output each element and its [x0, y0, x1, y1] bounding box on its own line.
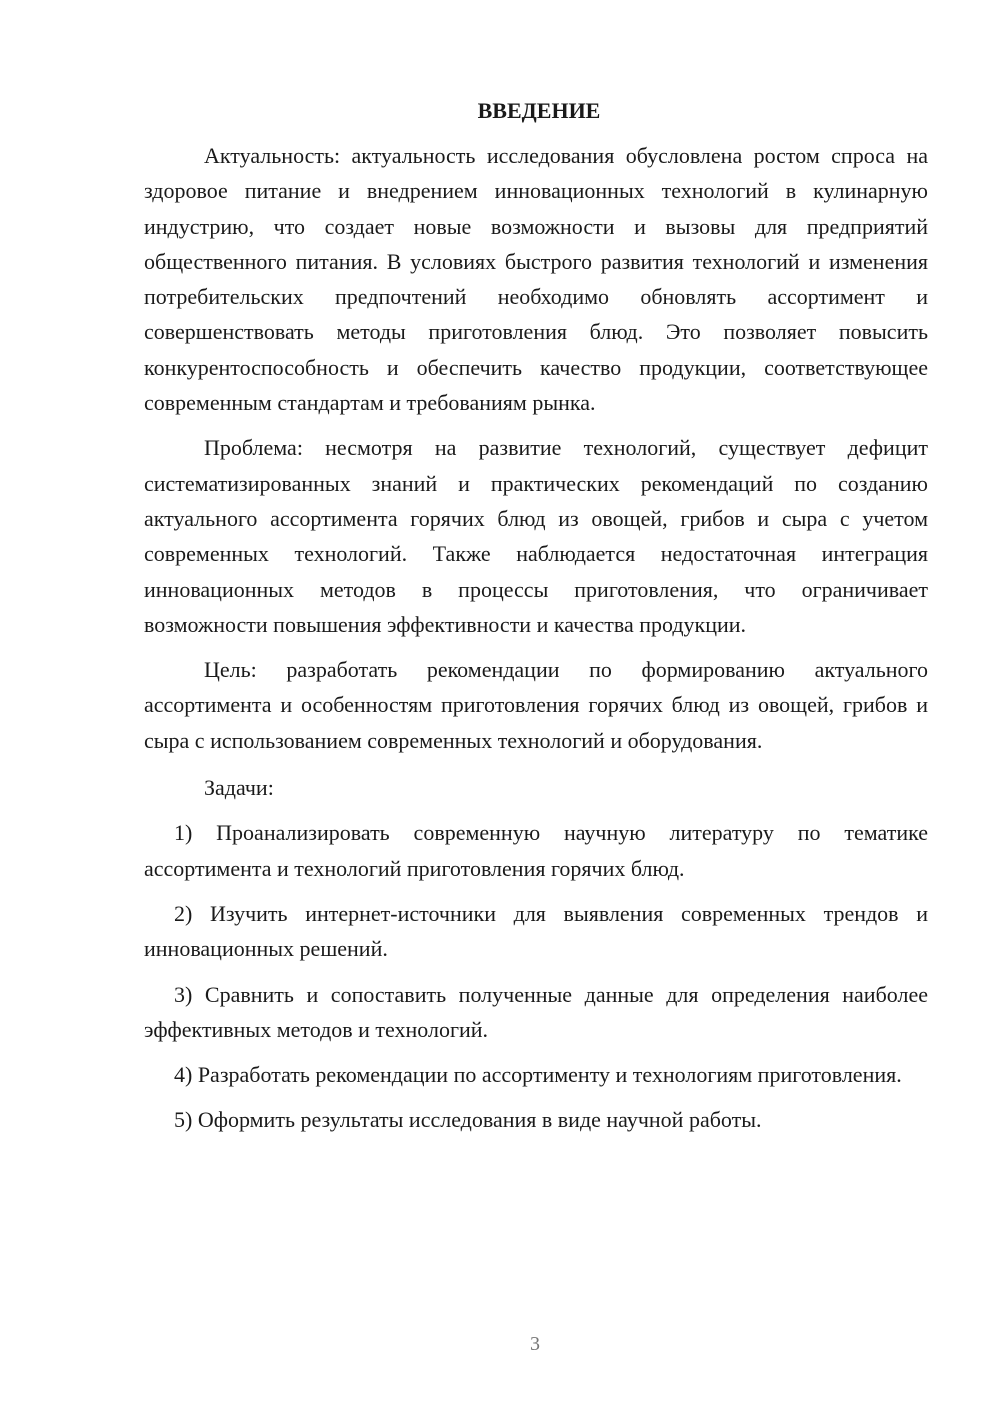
task-item: 4) Разработать рекомендации по ассортименту и технологиям приготовления.	[174, 1062, 902, 1088]
page-title: ВВЕДЕНИЕ	[477, 98, 601, 123]
paragraph-problem: Проблема: несмотря на развитие технологий, существует дефицит систематизированных знаний и практических рекомендаций по созданию актуального ассортимента горячих блюд из овощей, грибов и сыра с учетом современных технологий. Также наблюдается недостаточная интеграция инновационных методов в процессы приготовления, что ограничивает возможности повышения эффективности и качества продукции.	[144, 435, 928, 637]
task-item: 3) Сравнить и сопоставить полученные данные для определения наиболее эффективных методов и технологий.	[144, 981, 928, 1042]
task-item: 1) Проанализировать современную научную литературу по тематике ассортимента и технологий приготовления горячих блюд.	[144, 820, 928, 881]
page-content	[144, 96, 928, 1148]
paragraph-relevance: Актуальность: актуальность исследования обусловлена ростом спроса на здоровое питание и внедрением инновационных технологий в кулинарную индустрию, что создает новые возможности и вызовы для предприятий общественного питания. В условиях быстрого развития технологий и изменения потребительских предпочтений необходимо обновлять ассортимент и совершенствовать методы приготовления блюд. Это позволяет повысить конкурентоспособность и обеспечить качество продукции, соответствующее современным стандартам и требованиям рынка.	[144, 143, 928, 416]
task-item: 5) Оформить результаты исследования в виде научной работы.	[174, 1107, 762, 1133]
tasks-heading: Задачи:	[204, 775, 274, 801]
task-item: 2) Изучить интернет-источники для выявления современных трендов и инновационных решений.	[144, 900, 928, 962]
tasks-list	[144, 815, 928, 1137]
paragraph-goal: Цель: разработать рекомендации по формированию актуального ассортимента и особенностям приготовления горячих блюд из овощей, грибов и сыра с использованием современных технологий и оборудования.	[144, 657, 928, 753]
page-number: 3	[530, 1333, 540, 1355]
